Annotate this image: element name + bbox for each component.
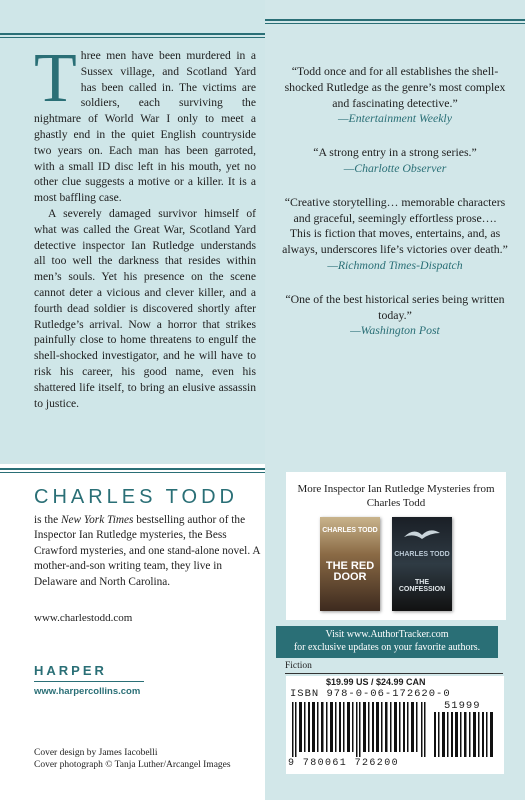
publisher-website-link[interactable]: www.harpercollins.com (34, 686, 141, 697)
book-title: THE RED DOOR (325, 560, 375, 583)
quote-text: “One of the best historical series being written today.” (285, 291, 505, 322)
bird-icon (392, 521, 452, 551)
quote-text: “Todd once and for all establishes the shell-shocked Rutledge as the genre’s most complex and fascinating detective.” (284, 64, 506, 110)
ean-number: 9 780061 726200 (288, 758, 400, 769)
more-books-title: More Inspector Ian Rutledge Mysteries from Charles Todd (297, 483, 495, 509)
book-cover-confession[interactable] (392, 517, 452, 611)
right-top-rule-thin (265, 23, 525, 24)
author-bio (34, 513, 264, 590)
tracker-line-2: for exclusive updates on your favorite authors. (293, 642, 481, 653)
author-bio-post: bestselling author of the Inspector Ian Rutledge mysteries, the Bess Crawford mysteries, and one stand-alone novel. A mother-and-son writing team, they live in Delaware and North Carolina. (34, 514, 260, 588)
barcode-block (286, 676, 504, 774)
mid-rule-thin (0, 472, 265, 473)
synopsis-paragraph-1 (34, 40, 256, 206)
design-credit: Cover design by James Iacobelli (34, 748, 158, 758)
top-rule-thin (0, 37, 265, 38)
review-quotes (282, 64, 508, 357)
author-name: CHARLES TODD (34, 486, 238, 508)
tracker-line-1: Visit www.AuthorTracker.com (325, 629, 449, 640)
author-tracker-banner[interactable] (276, 626, 498, 658)
book-author: CHARLES TODD (394, 551, 450, 558)
review-quote (282, 145, 508, 177)
publisher-logo-rule (34, 681, 144, 682)
review-quote (282, 195, 508, 274)
cover-credits (34, 747, 231, 771)
right-top-rule (265, 19, 525, 21)
quote-source: —Richmond Times-Dispatch (327, 257, 463, 272)
synopsis (34, 40, 256, 411)
mid-rule (0, 468, 265, 470)
publisher-logo: HARPER (34, 663, 107, 678)
synopsis-paragraph-2: A severely damaged survivor himself of what was called the Great War, Scotland Yard detective inspector Ian Rutledge understands all too well the darkness that resides within men’s souls. Yet his presence on the scene cannot deter a vicious and clever killer, and a fourth dead soldier is discovered shortly after Rutledge’s arrival. Now a horror that strikes painfully close to home threatens to engulf the shell-shocked investigator, and he will have to risk his career, his good name, even his shattered life itself, to bring an elusive assassin to justice. (34, 206, 256, 410)
price-barcode-icon (434, 712, 494, 757)
quote-source: —Charlotte Observer (343, 160, 447, 175)
quote-text: “Creative storytelling… memorable characters and graceful, seemingly effortless prose…. This is fiction that moves, entertains, and, as always, underscores life’s victories over death.” (282, 194, 508, 257)
price-code-label: 51999 (444, 700, 481, 712)
price-label: $19.99 US / $24.99 CAN (326, 677, 426, 687)
book-title: THE CONFESSION (398, 579, 446, 593)
quote-source: —Washington Post (350, 323, 440, 338)
photo-credit: Cover photograph © Tanja Luther/Arcangel Images (34, 760, 231, 770)
quote-source: —Entertainment Weekly (338, 111, 452, 126)
quote-text: “A strong entry in a strong series.” (313, 145, 477, 160)
top-rule (0, 33, 265, 35)
review-quote (282, 292, 508, 339)
isbn-label: ISBN 978-0-06-172620-0 (290, 688, 451, 700)
author-website-link[interactable]: www.charlestodd.com (34, 612, 133, 624)
isbn-barcode-icon (292, 702, 428, 757)
review-quote (282, 64, 508, 127)
author-bio-emphasis: New York Times (61, 514, 134, 526)
book-cover-red-door[interactable] (320, 517, 380, 611)
drop-cap: T (34, 40, 77, 117)
category-rule (285, 673, 503, 674)
book-author: CHARLES TODD (322, 527, 378, 534)
category-label: Fiction (285, 661, 312, 671)
more-books-box (286, 472, 506, 620)
synopsis-text-1: hree men have been murdered in a Sussex village, and Scotland Yard has been called in. The victims are soldiers, each surviving the nightmare of World War I only to meet a ghastly end in the quiet English countryside two years on. Each man has been garroted, with a small ID disc left in his mouth, yet no other clue suggests a motive or a killer. It is a most baffling case. (34, 49, 256, 205)
author-bio-pre: is the (34, 514, 61, 526)
